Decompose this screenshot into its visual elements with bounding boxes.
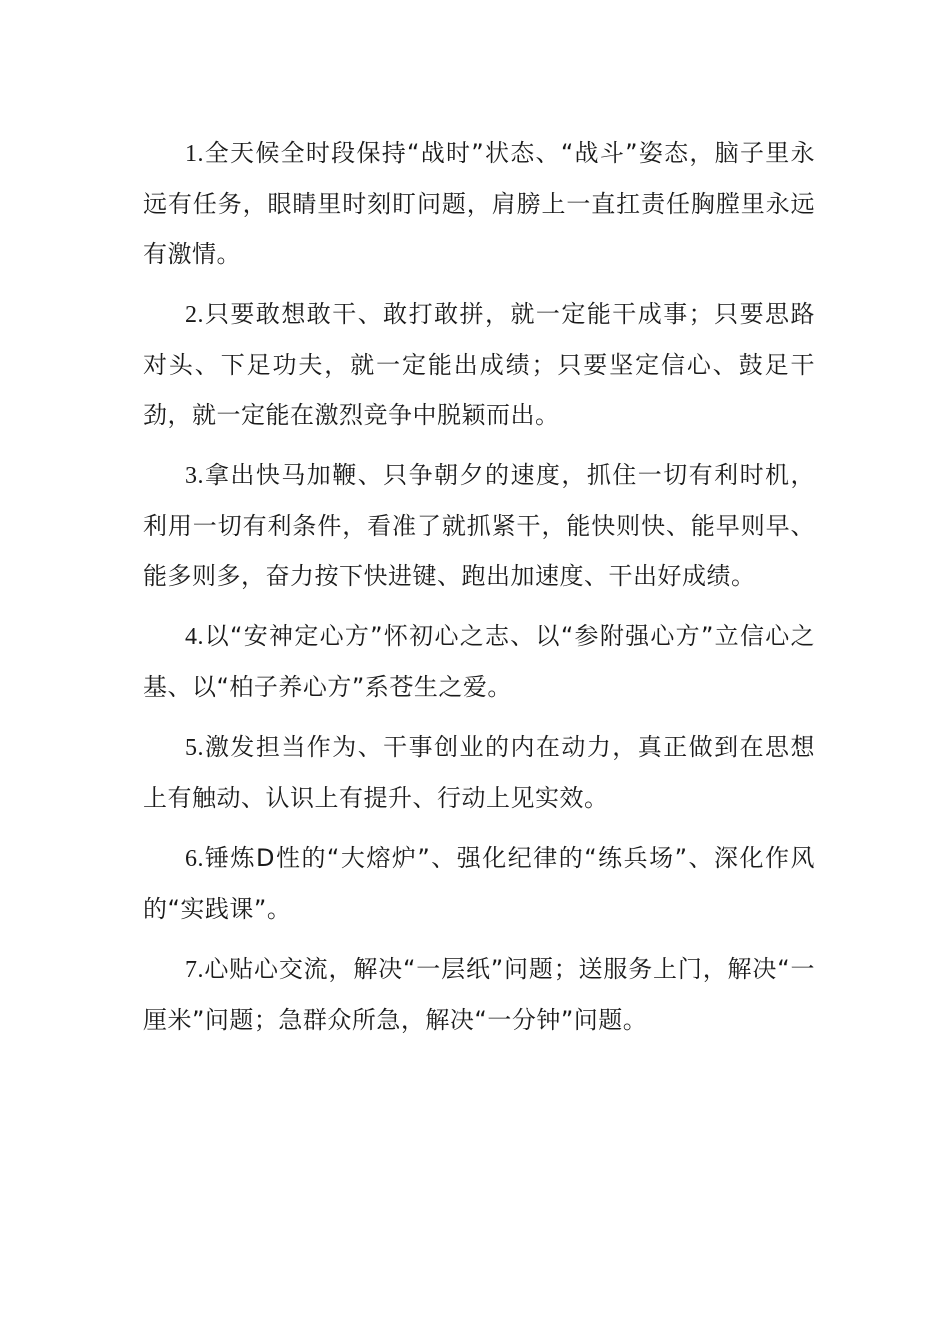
- paragraph-text: 锤炼D性的“大熔炉”、强化纪律的“练兵场”、深化作风的“实践课”。: [143, 844, 815, 923]
- paragraph-number: 1.: [185, 141, 204, 167]
- paragraph-3: [143, 450, 815, 601]
- paragraph-text: 心贴心交流，解决“一层纸”问题；送服务上门，解决“一厘米”问题；急群众所急，解决“一分钟”问题。: [143, 955, 815, 1034]
- paragraph-1: [143, 128, 815, 279]
- paragraph-2: [143, 289, 815, 440]
- paragraph-number: 7.: [185, 957, 204, 983]
- paragraph-text: 以“安神定心方”怀初心之志、以“参附强心方”立信心之基、以“柏子养心方”系苍生之爱。: [143, 622, 815, 701]
- paragraph-text: 全天候全时段保持“战时”状态、“战斗”姿态，脑子里永远有任务，眼睛里时刻盯问题，肩膀上一直扛责任胸膛里永远有激情。: [143, 139, 815, 268]
- document-body: [143, 128, 815, 1055]
- paragraph-5: [143, 722, 815, 823]
- paragraph-4: [143, 611, 815, 712]
- paragraph-number: 3.: [185, 463, 204, 489]
- paragraph-number: 2.: [185, 302, 204, 328]
- paragraph-6: [143, 833, 815, 934]
- paragraph-text: 只要敢想敢干、敢打敢拼，就一定能干成事；只要思路对头、下足功夫，就一定能出成绩；只要坚定信心、鼓足干劲，就一定能在激烈竞争中脱颖而出。: [143, 300, 815, 429]
- paragraph-number: 5.: [185, 735, 204, 761]
- paragraph-text: 激发担当作为、干事创业的内在动力，真正做到在思想上有触动、认识上有提升、行动上见实效。: [143, 733, 815, 812]
- paragraph-text: 拿出快马加鞭、只争朝夕的速度，抓住一切有利时机，利用一切有利条件，看准了就抓紧干，能快则快、能早则早、能多则多，奋力按下快进键、跑出加速度、干出好成绩。: [143, 461, 815, 590]
- paragraph-number: 4.: [185, 624, 204, 650]
- paragraph-7: [143, 944, 815, 1045]
- paragraph-number: 6.: [185, 846, 204, 872]
